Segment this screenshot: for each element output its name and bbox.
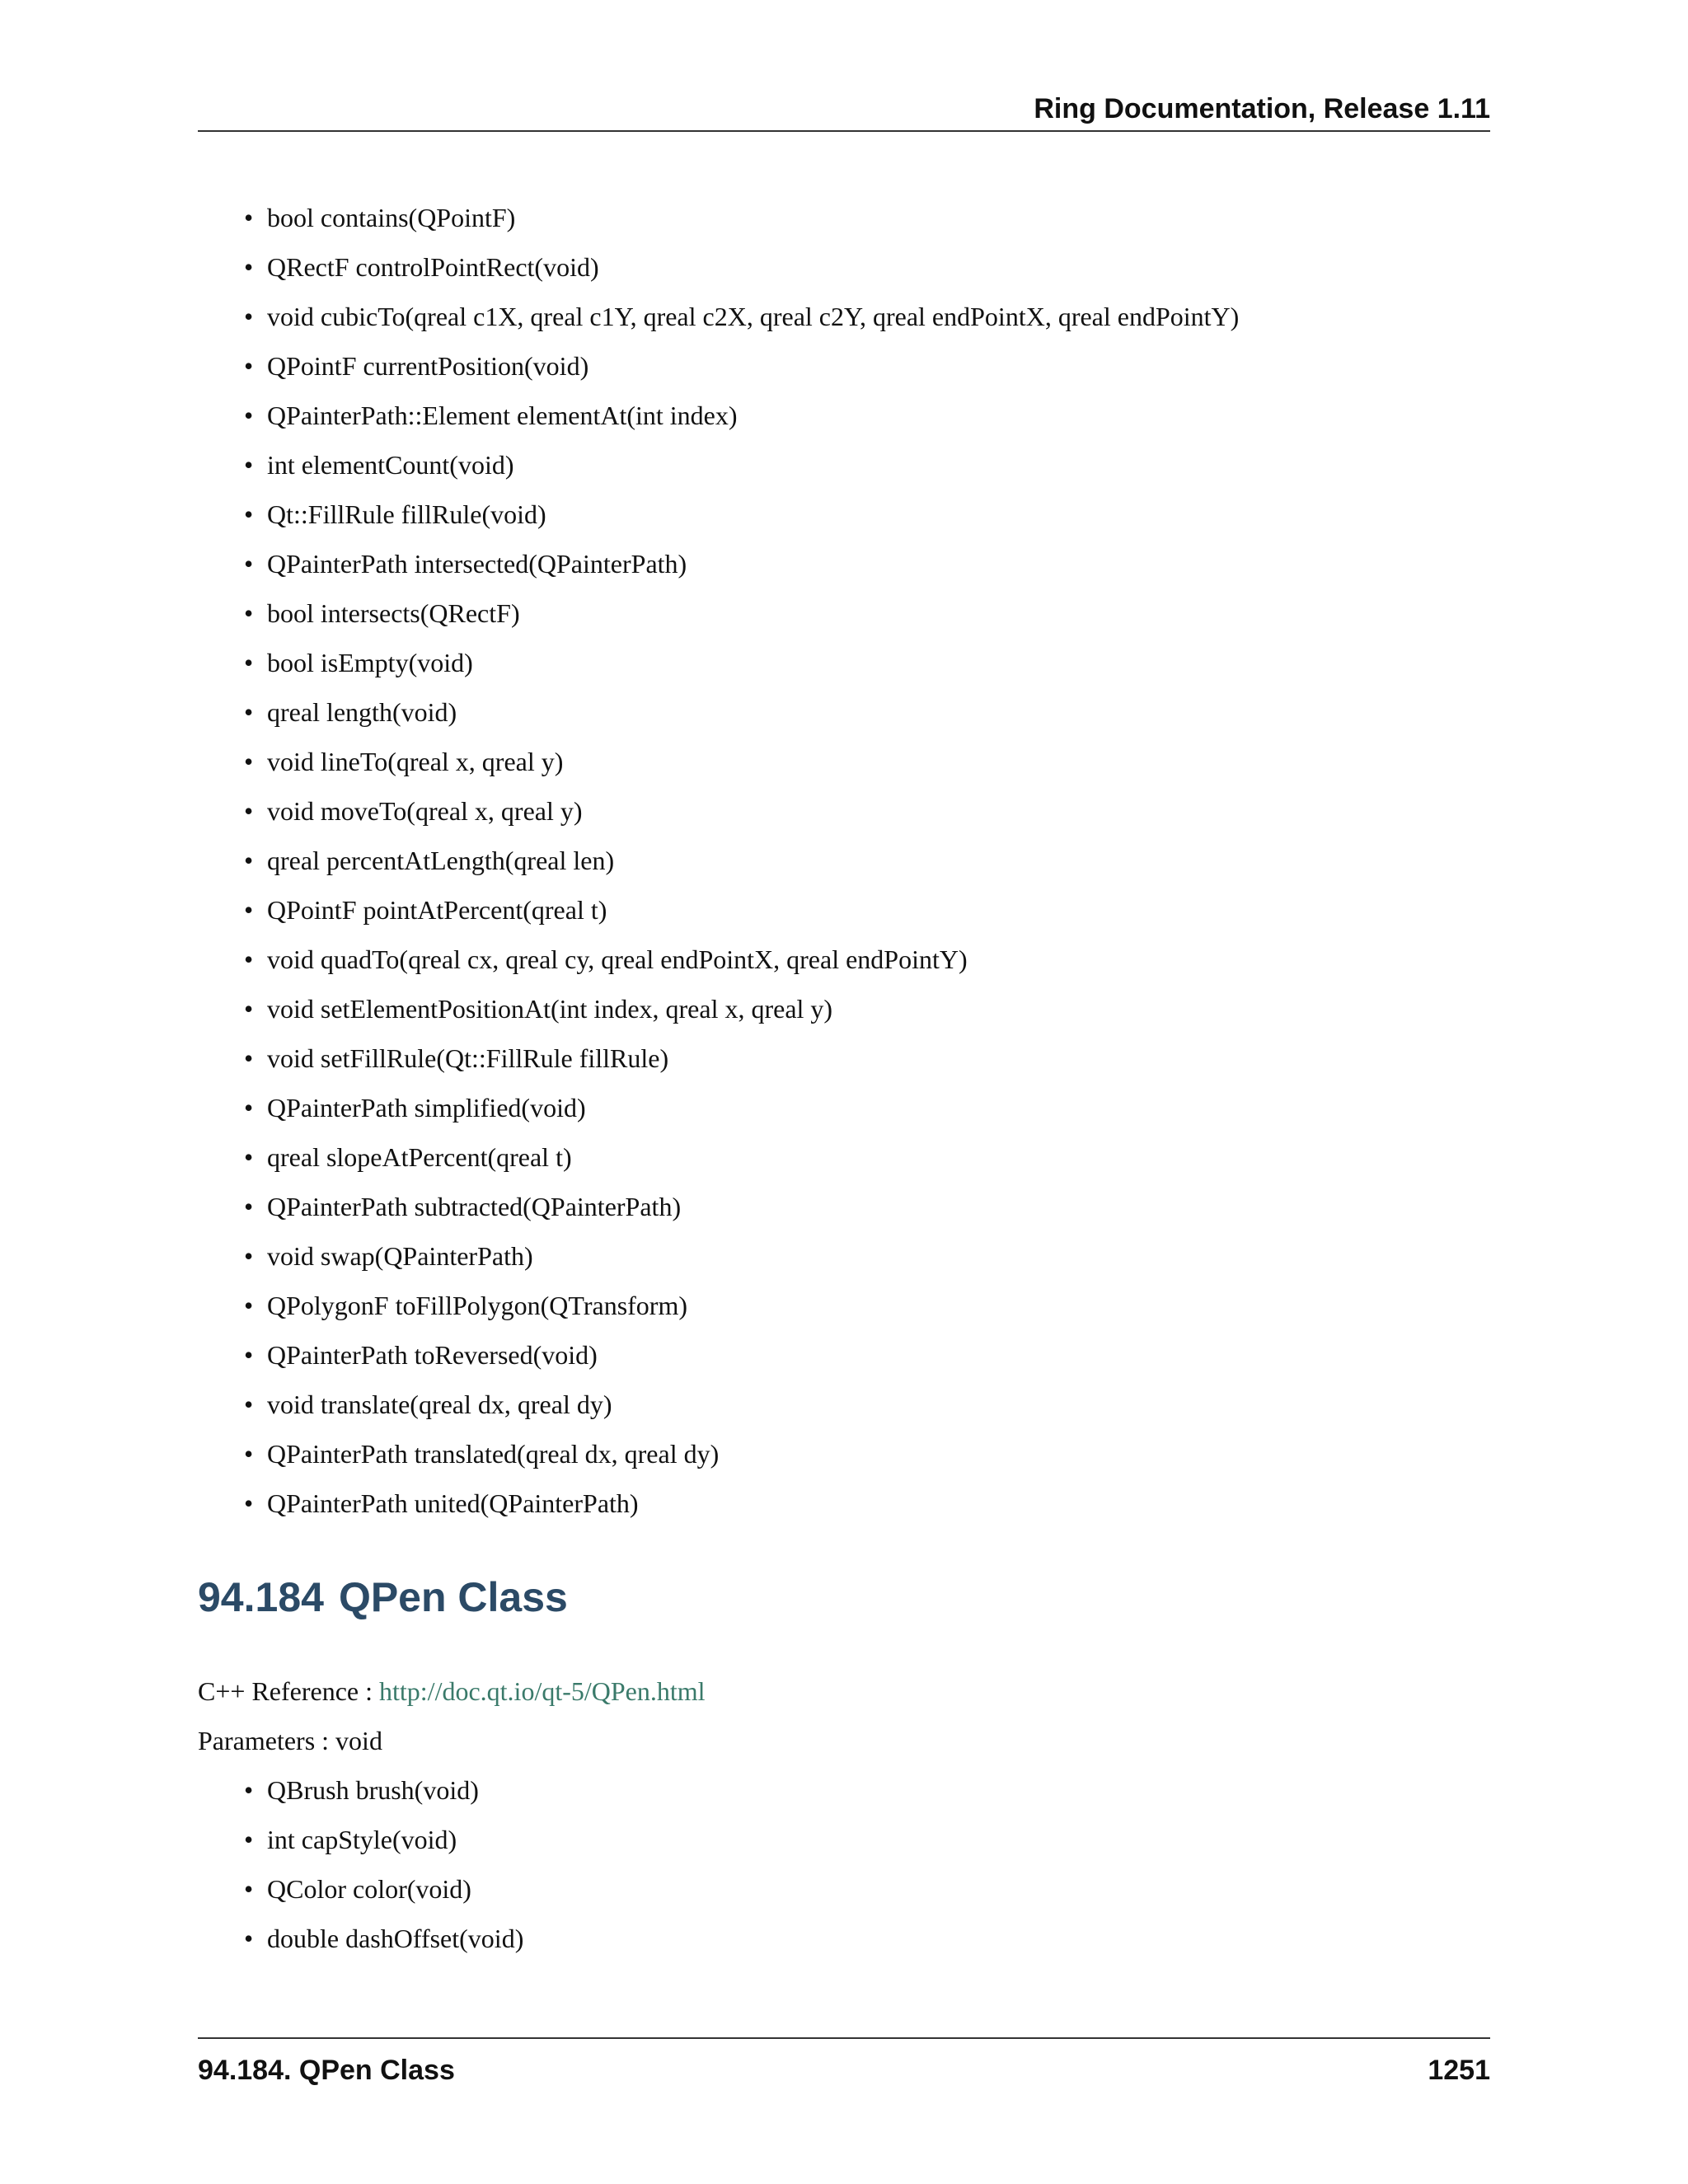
bullet-icon: •	[244, 1924, 254, 1953]
bullet-icon: •	[244, 302, 254, 331]
method-signature: qreal length(void)	[267, 697, 457, 727]
bullet-icon: •	[244, 648, 254, 677]
bullet-icon: •	[244, 1340, 254, 1370]
bullet-icon: •	[244, 1192, 254, 1221]
method-signature: bool intersects(QRectF)	[267, 598, 520, 628]
bullet-icon: •	[244, 944, 254, 974]
document-title: Ring Documentation, Release 1.11	[1034, 93, 1490, 124]
method-signature: void quadTo(qreal cx, qreal cy, qreal endPointX, qreal endPointY)	[267, 944, 968, 974]
list-item	[198, 1388, 1239, 1437]
list-item	[198, 1190, 1239, 1240]
method-signature: QPainterPath intersected(QPainterPath)	[267, 549, 687, 579]
list-item	[198, 1437, 1239, 1487]
method-signature: bool contains(QPointF)	[267, 203, 516, 232]
method-signature: qreal percentAtLength(qreal len)	[267, 846, 615, 875]
method-signature: void setElementPositionAt(int index, qreal x, qreal y)	[267, 994, 833, 1024]
method-signature: void swap(QPainterPath)	[267, 1241, 533, 1271]
bullet-icon: •	[244, 1775, 254, 1805]
bullet-icon: •	[244, 450, 254, 480]
list-item	[198, 251, 1239, 300]
parameters-line: Parameters : void	[198, 1726, 382, 1755]
section-number: 94.184	[198, 1574, 324, 1620]
method-signature: void moveTo(qreal x, qreal y)	[267, 796, 583, 826]
method-signature: QPointF currentPosition(void)	[267, 351, 589, 381]
bullet-icon: •	[244, 1093, 254, 1122]
list-item	[198, 399, 1239, 448]
bullet-icon: •	[244, 1142, 254, 1172]
bullet-icon: •	[244, 994, 254, 1024]
method-signature: bool isEmpty(void)	[267, 648, 473, 677]
method-signature: QPainterPath toReversed(void)	[267, 1340, 598, 1370]
method-signature: QPointF pointAtPercent(qreal t)	[267, 895, 607, 925]
list-item	[198, 1487, 1239, 1536]
section-title: QPen Class	[338, 1574, 568, 1620]
list-item	[198, 1141, 1239, 1190]
method-signature: QPainterPath::Element elementAt(int index)	[267, 401, 738, 430]
list-item	[198, 745, 1239, 794]
cpp-reference-link[interactable]: http://doc.qt.io/qt-5/QPen.html	[379, 1676, 706, 1706]
bullet-icon: •	[244, 1043, 254, 1073]
list-item	[198, 943, 1239, 992]
method-signature: QPolygonF toFillPolygon(QTransform)	[267, 1291, 687, 1320]
bullet-icon: •	[244, 1390, 254, 1419]
bullet-icon: •	[244, 895, 254, 925]
page-number: 1251	[1428, 2055, 1490, 2086]
list-item	[198, 1922, 523, 1971]
list-item	[198, 646, 1239, 696]
page-header	[198, 92, 1490, 132]
bullet-icon: •	[244, 598, 254, 628]
list-item	[198, 498, 1239, 547]
bullet-icon: •	[244, 846, 254, 875]
list-item	[198, 696, 1239, 745]
list-item	[198, 201, 1239, 251]
list-item	[198, 992, 1239, 1042]
method-signature: QPainterPath translated(qreal dx, qreal dy)	[267, 1439, 720, 1469]
bullet-icon: •	[244, 1291, 254, 1320]
list-item	[198, 300, 1239, 349]
method-signature: QPainterPath united(QPainterPath)	[267, 1488, 639, 1518]
bullet-icon: •	[244, 1241, 254, 1271]
method-signature: QBrush brush(void)	[267, 1775, 479, 1805]
bullet-icon: •	[244, 796, 254, 826]
bullet-icon: •	[244, 252, 254, 282]
bullet-icon: •	[244, 1488, 254, 1518]
list-item	[198, 1872, 523, 1922]
list-item	[198, 794, 1239, 844]
section-heading	[198, 1572, 568, 1622]
cpp-reference	[198, 1675, 706, 1708]
method-signature: int capStyle(void)	[267, 1825, 457, 1854]
list-item	[198, 844, 1239, 893]
bullet-icon: •	[244, 1439, 254, 1469]
bullet-icon: •	[244, 203, 254, 232]
method-signature: qreal slopeAtPercent(qreal t)	[267, 1142, 572, 1172]
list-item	[198, 1042, 1239, 1091]
list-item	[198, 1289, 1239, 1338]
list-item	[198, 448, 1239, 498]
list-item	[198, 1823, 523, 1872]
method-signature: double dashOffset(void)	[267, 1924, 524, 1953]
list-item	[198, 1240, 1239, 1289]
method-signature: Qt::FillRule fillRule(void)	[267, 499, 546, 529]
method-signature: void setFillRule(Qt::FillRule fillRule)	[267, 1043, 669, 1073]
list-item	[198, 1774, 523, 1823]
bullet-icon: •	[244, 401, 254, 430]
qpainterpath-method-list	[198, 201, 1239, 1536]
bullet-icon: •	[244, 499, 254, 529]
method-signature: QPainterPath simplified(void)	[267, 1093, 586, 1122]
footer-section: 94.184. QPen Class	[198, 2055, 455, 2086]
page-footer	[198, 2037, 1490, 2086]
method-signature: void lineTo(qreal x, qreal y)	[267, 747, 564, 776]
bullet-icon: •	[244, 351, 254, 381]
list-item	[198, 1091, 1239, 1141]
method-signature: QPainterPath subtracted(QPainterPath)	[267, 1192, 682, 1221]
method-signature: QRectF controlPointRect(void)	[267, 252, 599, 282]
bullet-icon: •	[244, 1874, 254, 1904]
method-signature: void cubicTo(qreal c1X, qreal c1Y, qreal c2X, qreal c2Y, qreal endPointX, qreal endPointY)	[267, 302, 1240, 331]
list-item	[198, 349, 1239, 399]
method-signature: int elementCount(void)	[267, 450, 514, 480]
method-signature: QColor color(void)	[267, 1874, 471, 1904]
bullet-icon: •	[244, 747, 254, 776]
list-item	[198, 893, 1239, 943]
cpp-reference-label: C++ Reference :	[198, 1676, 379, 1706]
list-item	[198, 547, 1239, 597]
method-signature: void translate(qreal dx, qreal dy)	[267, 1390, 612, 1419]
qpen-method-list	[198, 1774, 523, 1971]
list-item	[198, 597, 1239, 646]
bullet-icon: •	[244, 697, 254, 727]
list-item	[198, 1338, 1239, 1388]
bullet-icon: •	[244, 549, 254, 579]
bullet-icon: •	[244, 1825, 254, 1854]
